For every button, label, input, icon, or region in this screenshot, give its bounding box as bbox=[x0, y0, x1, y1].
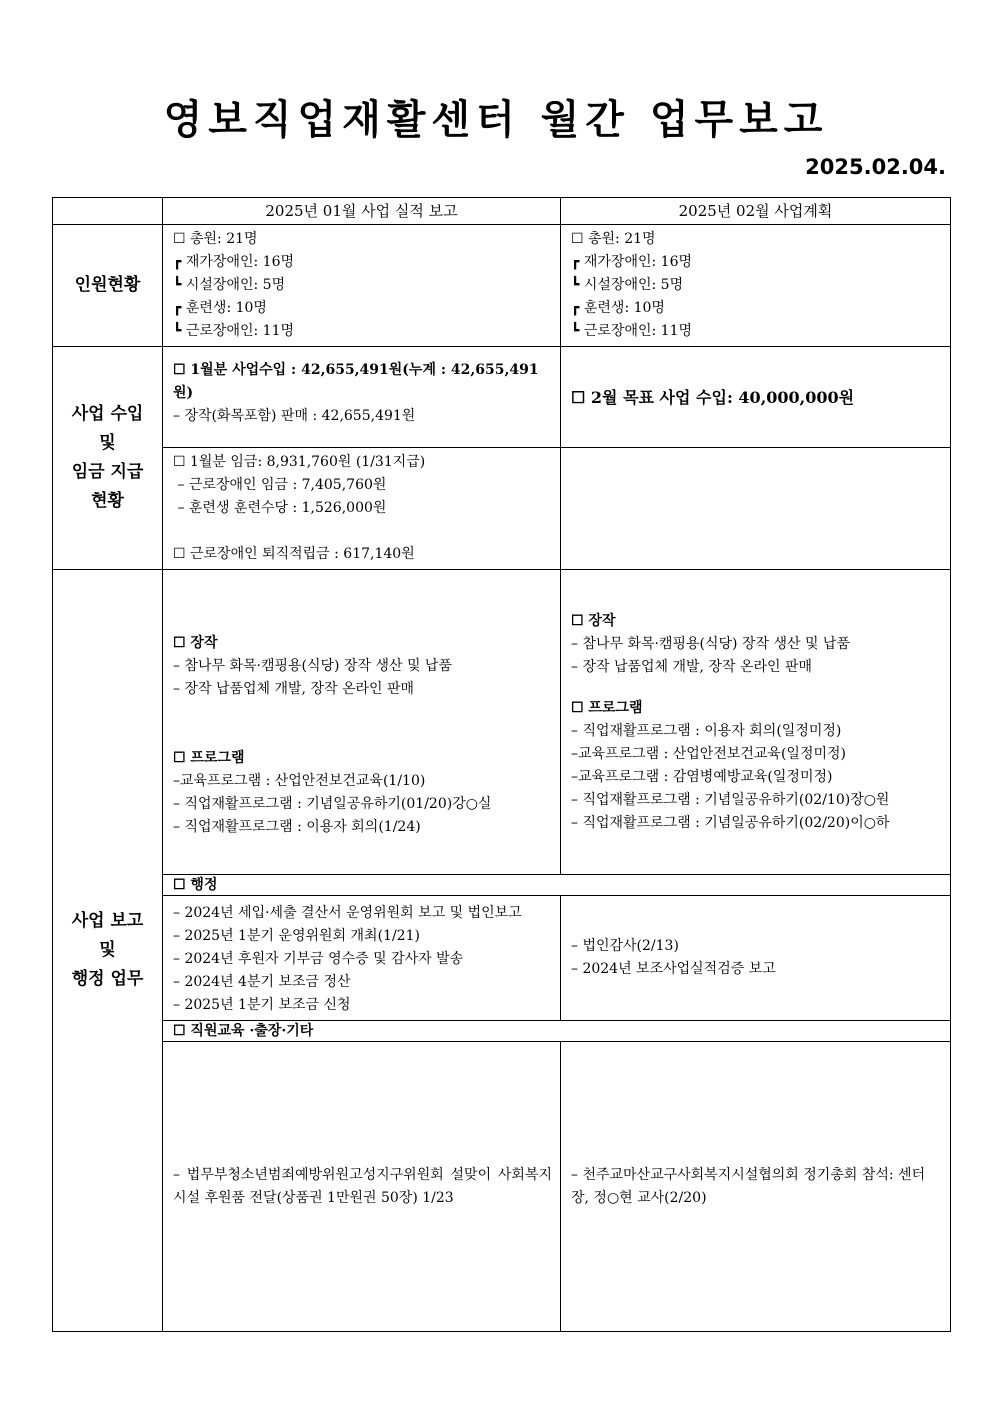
wage-line: – 근로장애인 임금 : 7,405,760원 bbox=[173, 477, 387, 493]
personnel-prev-line: ┏ 훈련생: 10명 bbox=[173, 300, 267, 316]
admin-prev-line: – 2025년 1분기 보조금 신청 bbox=[173, 997, 351, 1013]
program-next-line: –교육프로그램 : 산업안전보건교육(일정미정) bbox=[571, 746, 846, 762]
personnel-next-line: ┗ 시설장애인: 5명 bbox=[571, 277, 684, 293]
program-prev-line: –교육프로그램 : 산업안전보건교육(1/10) bbox=[173, 773, 426, 789]
program-next-line: – 직업재활프로그램 : 이용자 회의(일정미정) bbox=[571, 723, 842, 739]
personnel-next-line: ┏ 재가장애인: 16명 bbox=[571, 254, 693, 270]
business-label-l2: 및 bbox=[99, 940, 116, 960]
admin-next bbox=[561, 896, 951, 1021]
income-label-l4: 현황 bbox=[91, 491, 124, 511]
personnel-next bbox=[561, 225, 951, 347]
personnel-next-line: ┗ 근로장애인: 11명 bbox=[571, 323, 693, 339]
firewood-prev-line: – 참나무 화목·캠핑용(식당) 장작 생산 및 납품 bbox=[173, 658, 452, 674]
income-label-l2: 및 bbox=[99, 433, 116, 453]
firewood-prev-line: – 장작 납품업체 개발, 장작 온라인 판매 bbox=[173, 681, 415, 697]
firewood-next-line: – 장작 납품업체 개발, 장작 온라인 판매 bbox=[571, 659, 813, 675]
personnel-next-line: ┏ 훈련생: 10명 bbox=[571, 300, 665, 316]
wage-next bbox=[561, 448, 951, 570]
firewood-next-line: – 참나무 화목·캠핑용(식당) 장작 생산 및 납품 bbox=[571, 636, 850, 652]
personnel-prev-line: ┗ 근로장애인: 11명 bbox=[173, 323, 295, 339]
wage-line: – 훈련생 훈련수당 : 1,526,000원 bbox=[173, 500, 387, 516]
income-next bbox=[561, 347, 951, 448]
program-next-line: –교육프로그램 : 감염병예방교육(일정미정) bbox=[571, 769, 833, 785]
personnel-next-line: ☐ 총원: 21명 bbox=[571, 231, 656, 247]
admin-prev-line: – 2024년 세입·세출 결산서 운영위원회 보고 및 법인보고 bbox=[173, 905, 522, 921]
admin-next-line: – 2024년 보조사업실적검증 보고 bbox=[571, 961, 776, 977]
page-title: 영보직업재활센터 월간 업무보고 bbox=[163, 97, 829, 143]
staff-head: ☐ 직원교육 ·출장·기타 bbox=[163, 1021, 951, 1042]
admin-head: ☐ 행정 bbox=[163, 875, 951, 896]
admin-prev bbox=[163, 896, 561, 1021]
corner-cell bbox=[53, 198, 163, 225]
business-label-l1: 사업 보고 bbox=[71, 911, 144, 931]
report-table bbox=[52, 197, 951, 1332]
header-prev-month: 2025년 01월 사업 실적 보고 bbox=[163, 198, 561, 225]
personnel-prev bbox=[163, 225, 561, 347]
wage-prev bbox=[163, 448, 561, 570]
report-date: 2025.02.04. bbox=[805, 155, 946, 179]
admin-prev-line: – 2024년 4분기 보조금 정산 bbox=[173, 974, 351, 990]
program-next-head: ☐ 프로그램 bbox=[571, 700, 643, 716]
income-label-l3: 임금 지급 bbox=[71, 462, 144, 482]
wage-line: ☐ 1월분 임금: 8,931,760원 (1/31지급) bbox=[173, 454, 426, 470]
business-next bbox=[561, 570, 951, 875]
personnel-prev-line: ┗ 시설장애인: 5명 bbox=[173, 277, 286, 293]
staff-prev-text: – 법무부청소년범죄예방위원고성지구위원회 설맞이 사회복지시설 후원품 전달(상품권 1만원권 50장) 1/23 bbox=[173, 1166, 552, 1206]
personnel-prev-line: ☐ 총원: 21명 bbox=[173, 231, 258, 247]
personnel-prev-line: ┏ 재가장애인: 16명 bbox=[173, 254, 295, 270]
income-prev-head: ☐ 1월분 사업수입 : 42,655,491원(누계 : 42,655,491원) bbox=[173, 362, 539, 401]
admin-next-line: – 법인감사(2/13) bbox=[571, 938, 679, 954]
program-prev-head: ☐ 프로그램 bbox=[173, 750, 245, 766]
admin-prev-line: – 2025년 1분기 운영위원회 개최(1/21) bbox=[173, 928, 420, 944]
income-prev bbox=[163, 347, 561, 448]
firewood-next-head: ☐ 장작 bbox=[571, 613, 616, 629]
staff-next-text: – 천주교마산교구사회복지시설협의회 정기총회 참석: 센터장, 정○현 교사(2/20) bbox=[571, 1166, 926, 1206]
business-label bbox=[53, 570, 163, 1332]
income-label bbox=[53, 347, 163, 570]
staff-next bbox=[561, 1042, 951, 1332]
personnel-label: 인원현황 bbox=[53, 225, 163, 347]
program-next-line: – 직업재활프로그램 : 기념일공유하기(02/20)이○하 bbox=[571, 815, 890, 831]
program-prev-line: – 직업재활프로그램 : 기념일공유하기(01/20)강○실 bbox=[173, 796, 492, 812]
business-label-l3: 행정 업무 bbox=[71, 969, 144, 989]
retirement-line: ☐ 근로장애인 퇴직적립금 : 617,140원 bbox=[173, 546, 415, 562]
admin-prev-line: – 2024년 후원자 기부금 영수증 및 감사자 발송 bbox=[173, 951, 464, 967]
income-next-head: ☐ 2월 목표 사업 수입: 40,000,000원 bbox=[571, 387, 855, 407]
program-next-line: – 직업재활프로그램 : 기념일공유하기(02/10)장○원 bbox=[571, 792, 890, 808]
income-label-l1: 사업 수입 bbox=[71, 404, 144, 424]
staff-prev bbox=[163, 1042, 561, 1332]
header-next-month: 2025년 02월 사업계획 bbox=[561, 198, 951, 225]
program-prev-line: – 직업재활프로그램 : 이용자 회의(1/24) bbox=[173, 819, 421, 835]
business-prev bbox=[163, 570, 561, 875]
income-prev-line: – 장작(화목포함) 판매 : 42,655,491원 bbox=[173, 408, 416, 424]
firewood-prev-head: ☐ 장작 bbox=[173, 635, 218, 651]
